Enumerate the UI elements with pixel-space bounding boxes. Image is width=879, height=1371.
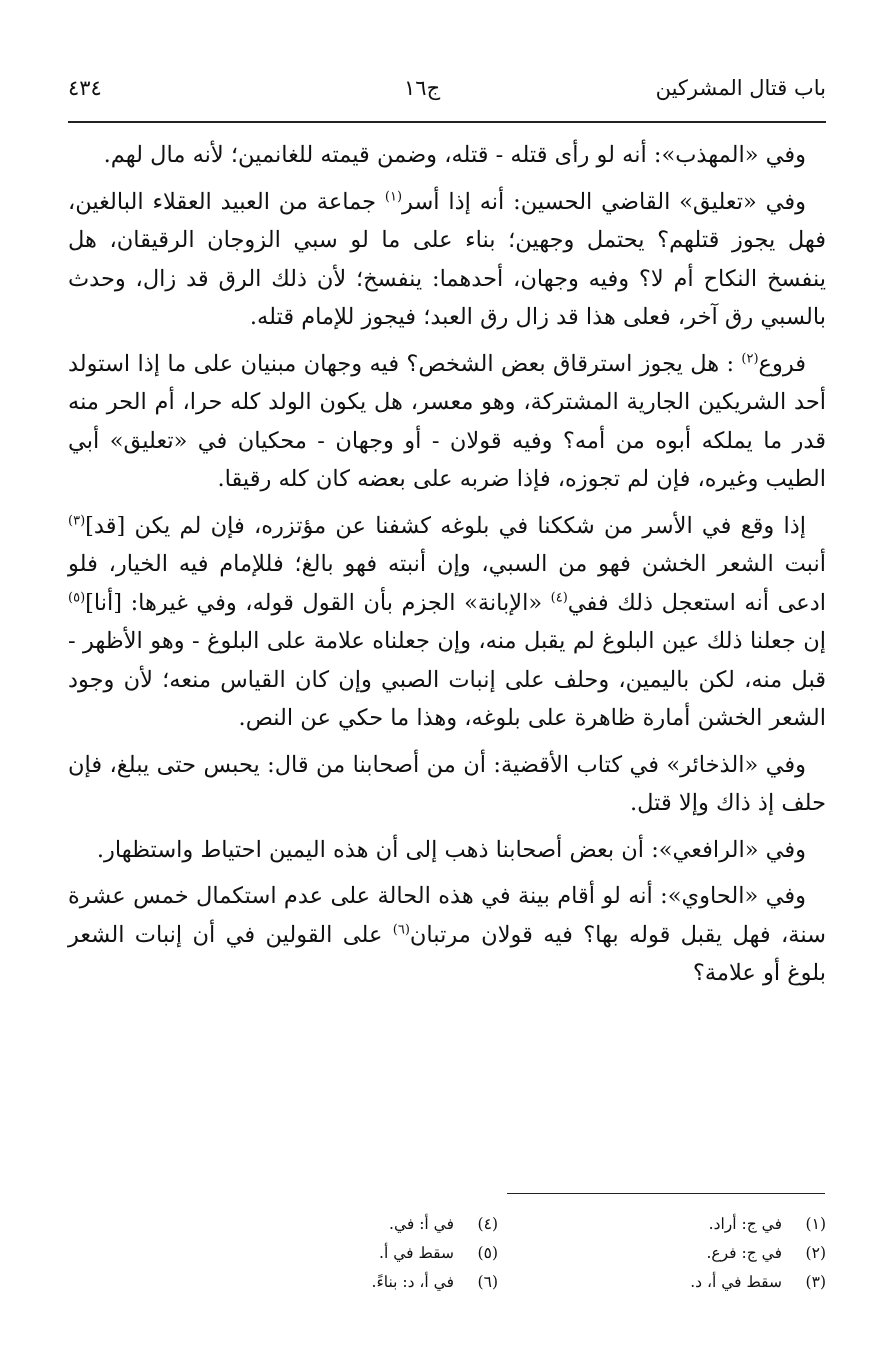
footnote-item: (٣)سقط في أ، د. xyxy=(690,1273,826,1291)
footnotes xyxy=(270,1210,826,1300)
page-header xyxy=(68,70,826,110)
paragraph-text: فروع xyxy=(758,350,806,377)
paragraph-text: إن جعلنا ذلك عين البلوغ لم يقبل منه، وإن جعلناه علامة على البلوغ - وهو الأظهر - قبل منه، لكن باليمين، وحلف على إنبات الصبي وإن كان القياس منعه؛ لأن وجود الشعر الخشن أمارة ظاهرة على بلوغه، وهذا ما حكي عن النص. xyxy=(68,628,826,731)
footnote-reference[interactable]: (١) xyxy=(384,189,403,204)
body-paragraph xyxy=(68,345,826,499)
footnote-item: (٥)سقط في أ. xyxy=(379,1244,498,1262)
footnote-reference[interactable]: (٥) xyxy=(68,590,86,605)
paragraph-text: «الإبانة» الجزم بأن القول قوله، وفي غيرها: [أنا] xyxy=(85,589,551,616)
footnote-item: (١)في ج: أراد. xyxy=(708,1215,826,1233)
footnotes-column-left xyxy=(268,1210,498,1297)
body-paragraph xyxy=(68,507,826,738)
body-paragraph xyxy=(68,136,826,175)
paragraph-text: جماعة من العبيد العقلاء البالغين، فهل يجوز قتلهم؟ يحتمل وجهين؛ بناء على ما لو سبي الزوجان الرقيقان، هل ينفسخ النكاح أم لا؟ وفيه وجهان، أحدهما: ينفسخ؛ لأن ذلك الرق قد زال، وحدث بالسبي رق آخر، فعلى هذا قد زال رق العبد؛ فيجوز للإمام قتله. xyxy=(68,188,826,330)
footnote-item: (٤)في أ: في. xyxy=(389,1215,498,1233)
paragraph-text: : هل يجوز استرقاق بعض الشخص؟ فيه وجهان مبنيان على ما إذا استولد أحد الشريكين الجارية المشتركة، وهو معسر، هل يكون الولد كله حرا، أم الحر منه قدر ما يملكه أبوه من أمه؟ وفيه قولان - أو وجهان - محكيان في «تعليق» أبي الطيب وغيره، فإن لم تجوزه، فإذا ضربه على بعضه كان كله رقيقا. xyxy=(68,350,826,492)
paragraph-text: على القولين في أن إنبات الشعر بلوغ أو علامة؟ xyxy=(68,921,826,986)
paragraph-text: وفي «تعليق» القاضي الحسين: أنه إذا أسر xyxy=(402,188,806,215)
footnote-reference[interactable]: (٢) xyxy=(741,351,759,366)
footnote-item: (٢)في ج: فرع. xyxy=(706,1244,826,1262)
footnote-reference[interactable]: (٣) xyxy=(68,513,86,528)
paragraph-text: وفي «المهذب»: أنه لو رأى قتله - قتله، وضمن قيمته للغانمين؛ لأنه مال لهم. xyxy=(103,142,806,168)
paragraph-text: وفي «الحاوي»: أنه لو أقام بينة في هذه الحالة على عدم استكمال خمس عشرة سنة، فهل يقبل قوله بها؟ فيه قولان مرتبان xyxy=(68,883,827,948)
chapter-title: باب قتال المشركين xyxy=(655,76,826,100)
paragraph-text: وفي «الذخائر» في كتاب الأقضية: أن من أصحابنا من قال: يحبس حتى يبلغ، فإن حلف إذ ذاك وإلا قتل. xyxy=(68,751,826,816)
paragraph-text: أنبت الشعر الخشن فهو من السبي، وإن أنبته فهو بالغ؛ فللإمام فيه الخيار، فلو ادعى أنه استعجل ذلك ففي xyxy=(68,551,826,616)
page-number: ٤٣٤ xyxy=(68,76,102,100)
body-paragraph xyxy=(68,877,826,993)
volume-number: ج١٦ xyxy=(404,76,441,100)
body-paragraph xyxy=(68,746,826,823)
footnote-reference[interactable]: (٦) xyxy=(392,922,410,937)
main-text xyxy=(68,136,826,1001)
body-paragraph xyxy=(68,831,826,870)
footnote-item: (٦)في أ، د: بناءً. xyxy=(371,1273,498,1291)
paragraph-text: وفي «الرافعي»: أن بعض أصحابنا ذهب إلى أن هذه اليمين احتياط واستظهار. xyxy=(96,836,806,863)
footnotes-column-right xyxy=(596,1210,826,1297)
footnote-reference[interactable]: (٤) xyxy=(550,590,568,605)
body-paragraph xyxy=(68,183,826,337)
footnote-divider xyxy=(507,1193,825,1194)
paragraph-text: إذا وقع في الأسر من شككنا في بلوغه كشفنا عن مؤتزره، فإن لم يكن [قد] xyxy=(85,512,806,539)
header-divider xyxy=(68,121,826,123)
